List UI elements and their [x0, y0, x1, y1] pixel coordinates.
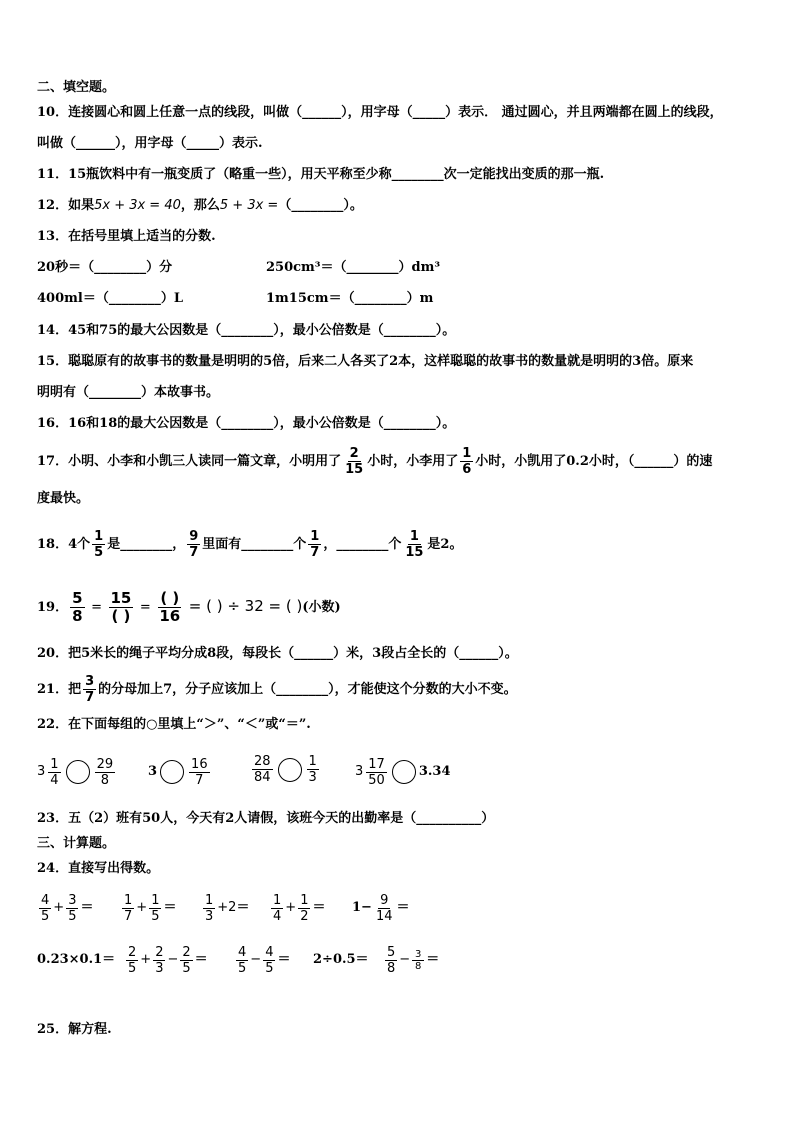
question-22-stem: 22．在下面每组的○里填上“＞”、“＜”或“＝”.: [37, 717, 311, 732]
q18-part3: 里面有________个: [202, 537, 307, 552]
q24-r2-item-2: $\frac{2}{5}$ + $\frac{2}{3}$ − $\frac{2}{5}$ ＝: [128, 944, 208, 976]
question-10-line1: 10．连接圆心和圆上任意一点的线段，叫做（______），用字母（_____）表示． 通过圆心，并且两端都在圆上的线段，: [37, 105, 723, 120]
q19-expression: = ( ) ÷ 32 = ( ): [188, 597, 303, 615]
q19-equals-2: =: [139, 600, 151, 615]
q22-g3-right-fraction: $\frac{1}{3}$: [308, 754, 317, 785]
q18-fraction-3: $\frac{1}{7}$: [310, 529, 320, 560]
q21-part2: 的分母加上7，分子应该加上（________），才能使这个分数的大小不变。: [98, 682, 517, 697]
question-14: 14．45和75的最大公因数是（________），最小公倍数是（________）。: [37, 323, 456, 338]
question-10-line2: 叫做（______），用字母（_____）表示.: [37, 136, 263, 151]
q24-r1-item-3: $\frac{1}{3}$ +2 ＝: [205, 892, 250, 924]
q22-g4-compare-circle[interactable]: [392, 760, 416, 784]
q18-part1: 18．4个: [37, 537, 91, 552]
section-heading-calculation: 三、计算题。: [37, 836, 116, 851]
q18-part4: ，________个: [323, 537, 402, 552]
question-16: 16．16和18的最大公因数是（________），最小公倍数是（________）。: [37, 416, 456, 431]
q12-mid: ，那么: [180, 198, 220, 213]
q24-r1-item-1: $\frac{4}{5}$ + $\frac{3}{5}$ ＝: [41, 892, 94, 924]
q24-r1-item-2: $\frac{1}{7}$ + $\frac{1}{5}$ ＝: [124, 892, 177, 924]
q12-suffix: （________）。: [278, 198, 363, 213]
q24-r2-item-1: 0.23×0.1＝: [37, 952, 116, 967]
q19-equals-1: =: [91, 600, 102, 615]
q22-group-3: [250, 754, 321, 785]
q17-fraction-2: $\frac{1}{6}$: [462, 446, 472, 477]
q19-number: 19．: [37, 600, 69, 615]
question-17-line2: 度最快。: [37, 491, 90, 506]
question-19: [37, 588, 341, 624]
q22-g1-fraction: $\frac{29}{8}$: [96, 756, 114, 788]
question-13-c: 400ml＝（________）L: [37, 291, 183, 306]
q24-r1-item-4: $\frac{1}{4}$ + $\frac{1}{2}$ ＝: [273, 892, 326, 924]
q19-fraction-1: $\frac{5}{8}$: [72, 589, 83, 625]
question-17-line1: [37, 446, 712, 478]
question-23: 23．五（2）班有50人，今天有2人请假，该班今天的出勤率是（__________）: [37, 811, 495, 826]
question-13-d: 1m15cm＝（________）m: [266, 291, 434, 306]
question-13-b: 250cm³＝（________）dm³: [266, 260, 441, 275]
q22-group-4: [355, 754, 451, 790]
q22-group-1: [37, 754, 117, 790]
question-18: [37, 529, 462, 561]
question-13-a: 20秒＝（________）分: [37, 260, 173, 275]
question-13-stem: 13．在括号里填上适当的分数.: [37, 229, 216, 244]
question-11: 11．15瓶饮料中有一瓶变质了（略重一些），用天平称至少称________次一定能找出变质的那一瓶.: [37, 167, 605, 182]
section-heading-fill-blank: 二、填空题。: [37, 80, 116, 95]
q17-part1: 17．小明、小李和小凯三人读同一篇文章，小明用了: [37, 454, 342, 469]
question-20: 20．把5米长的绳子平均分成8段，每段长（______）米，3段占全长的（______）。: [37, 646, 518, 661]
q22-g3-left-fraction: $\frac{28}{84}$: [254, 754, 271, 785]
q18-part2: 是________，: [107, 537, 186, 552]
question-15-line2: 明明有（________）本故事书。: [37, 385, 220, 400]
q22-g2-left: 3: [148, 764, 158, 779]
q17-part2: 小时，小李用了: [367, 454, 459, 469]
q17-part3: 小时，小凯用了0.2小时，（______）的速: [475, 454, 713, 469]
q19-decimal-note: (小数): [302, 600, 341, 615]
question-25: 25．解方程.: [37, 1022, 112, 1037]
q24-r2-item-3: $\frac{4}{5}$ − $\frac{4}{5}$ ＝: [238, 944, 291, 976]
q22-group-2: [148, 754, 212, 790]
q18-fraction-4: $\frac{1}{15}$: [405, 529, 424, 560]
q19-fraction-2: $\frac{15}{( )}$: [110, 589, 132, 625]
q22-g1-compare-circle[interactable]: [66, 760, 90, 784]
q12-equation-2: 5 + 3x =: [219, 198, 279, 213]
q12-prefix: 12．如果: [37, 198, 95, 213]
question-12: [37, 198, 363, 214]
q22-g2-compare-circle[interactable]: [160, 760, 184, 784]
q22-g4-right: 3.34: [418, 764, 451, 779]
question-24-stem: 24．直接写出得数。: [37, 861, 160, 876]
q22-g4-mixed-number: 3 $\frac{17}{50}$: [355, 756, 385, 788]
q21-part1: 21．把: [37, 682, 82, 697]
q18-part5: 是2。: [427, 537, 463, 552]
q18-fraction-1: $\frac{1}{5}$: [94, 529, 104, 560]
q22-g2-fraction: $\frac{16}{7}$: [191, 756, 208, 788]
q19-fraction-3: $\frac{( )}{16}$: [159, 589, 181, 625]
q18-fraction-2: $\frac{9}{7}$: [189, 529, 199, 560]
question-21: [37, 674, 517, 706]
q24-r2-item-5: $\frac{5}{8}$ − $\frac{3}{8}$ ＝: [387, 944, 440, 976]
q12-equation-1: 5x + 3x = 40: [94, 198, 181, 213]
q17-fraction-1: $\frac{2}{15}$: [345, 446, 364, 477]
q21-fraction: $\frac{3}{7}$: [85, 674, 95, 705]
q22-g3-compare-circle[interactable]: [278, 758, 302, 782]
q24-r1-item-5: 1− $\frac{9}{14}$ ＝: [352, 892, 410, 924]
q22-g1-mixed-number: 3 $\frac{1}{4}$: [37, 756, 59, 788]
q24-r2-item-4: 2÷0.5＝: [313, 952, 369, 967]
question-15-line1: 15．聪聪原有的故事书的数量是明明的5倍，后来二人各买了2本，这样聪聪的故事书的数量就是明明的3倍。原来: [37, 354, 694, 369]
